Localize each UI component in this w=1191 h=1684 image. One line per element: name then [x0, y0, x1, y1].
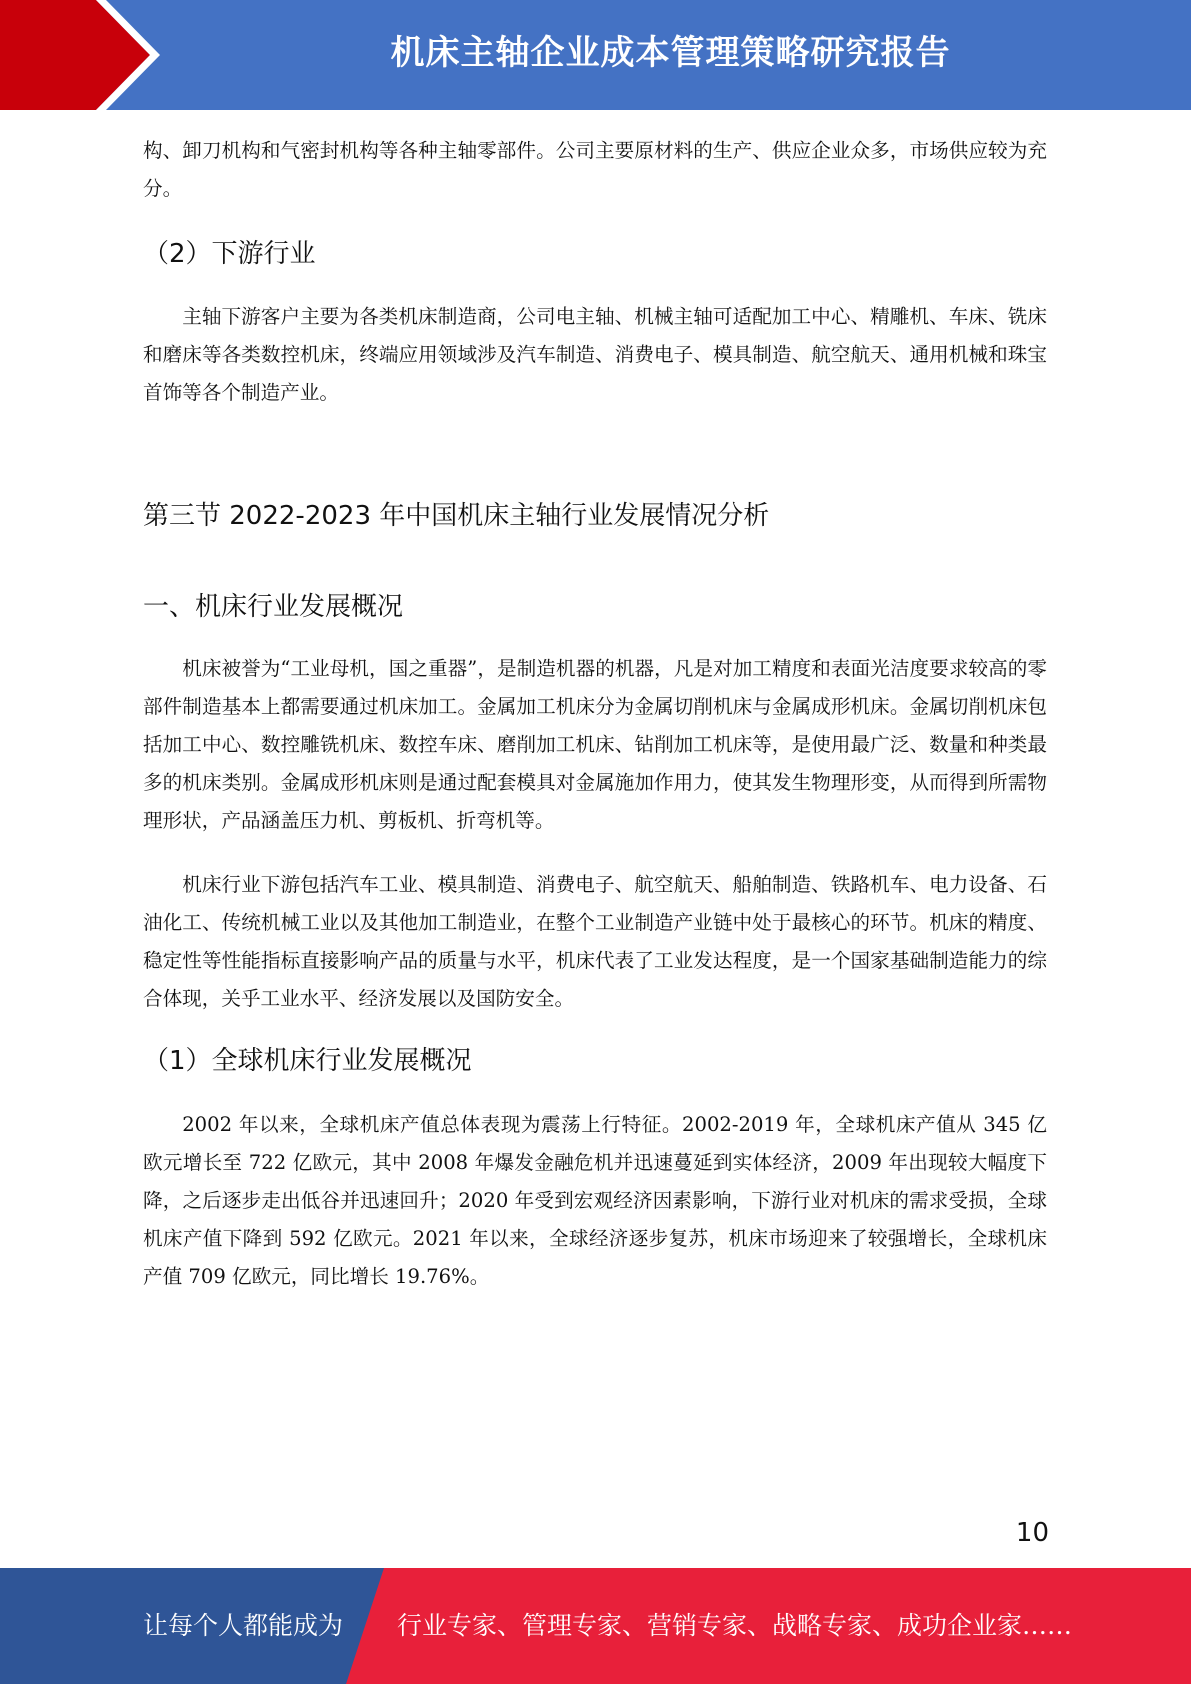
heading-machine-tool-overview: 一、机床行业发展概况 [143, 592, 404, 622]
footer-slogan-left: 让每个人都能成为 [143, 1611, 344, 1640]
paragraph-text: 机床被誉为“工业母机，国之重器”，是制造机器的机器，凡是对加工精度和表面光洁度要求较高的零部件制造基本上都需要通过机床加工。金属加工机床分为金属切削机床与金属成形机床。金属切削机床包括加工中心、数控雕铣机床、数控车床、磨削加工机床、钻削加工机床等，是使用最广泛、数量和种类最多的机床类别。金属成形机床则是通过配套模具对金属施加作用力，使其发生物理形变，从而得到所需物理形状，产品涵盖压力机、剪板机、折弯机等。 [143, 657, 1047, 832]
subheading-downstream: （2）下游行业 [143, 239, 316, 269]
report-title: 机床主轴企业成本管理策略研究报告 [390, 33, 951, 73]
paragraph-text: 机床行业下游包括汽车工业、模具制造、消费电子、航空航天、船舶制造、铁路机车、电力设备、石油化工、传统机械工业以及其他加工制造业，在整个工业制造产业链中处于最核心的环节。机床的精度、稳定性等性能指标直接影响产品的质量与水平，机床代表了工业发达程度，是一个国家基础制造能力的综合体现，关乎工业水平、经济发展以及国防安全。 [143, 873, 1047, 1010]
page-number: 10 [1015, 1518, 1049, 1548]
paragraph-machine-1 [143, 650, 1047, 840]
footer-slogan-right: 行业专家、管理专家、营销专家、战略专家、成功企业家…… [397, 1611, 1073, 1640]
paragraph-machine-2 [143, 866, 1047, 1018]
page-footer [0, 1568, 1191, 1684]
paragraph-downstream [143, 298, 1047, 412]
page-header [0, 0, 1191, 110]
paragraph-text: 主轴下游客户主要为各类机床制造商，公司电主轴、机械主轴可适配加工中心、精雕机、车床、铣床和磨床等各类数控机床，终端应用领域涉及汽车制造、消费电子、模具制造、航空航天、通用机械和珠宝首饰等各个制造产业。 [143, 305, 1047, 404]
subheading-global: （1）全球机床行业发展概况 [143, 1046, 472, 1076]
paragraph-continued [143, 132, 1047, 208]
paragraph-global [143, 1106, 1047, 1296]
paragraph-text: 2002 年以来，全球机床产值总体表现为震荡上行特征。2002-2019 年，全球机床产值从 345 亿欧元增长至 722 亿欧元，其中 2008 年爆发金融危机并迅速蔓延到实体经济，2009 年出现较大幅度下降，之后逐步走出低谷并迅速回升；2020 年受到宏观经济因素影响，下游行业对机床的需求受损，全球机床产值下降到 592 亿欧元。2021 年以来，全球经济逐步复苏，机床市场迎来了较强增长，全球机床产值 709 亿欧元，同比增长 19.76%。 [143, 1113, 1047, 1288]
paragraph-text: 构、卸刀机构和气密封机构等各种主轴零部件。公司主要原材料的生产、供应企业众多，市场供应较为充分。 [143, 139, 1047, 200]
section-title: 第三节 2022-2023 年中国机床主轴行业发展情况分析 [143, 501, 770, 531]
